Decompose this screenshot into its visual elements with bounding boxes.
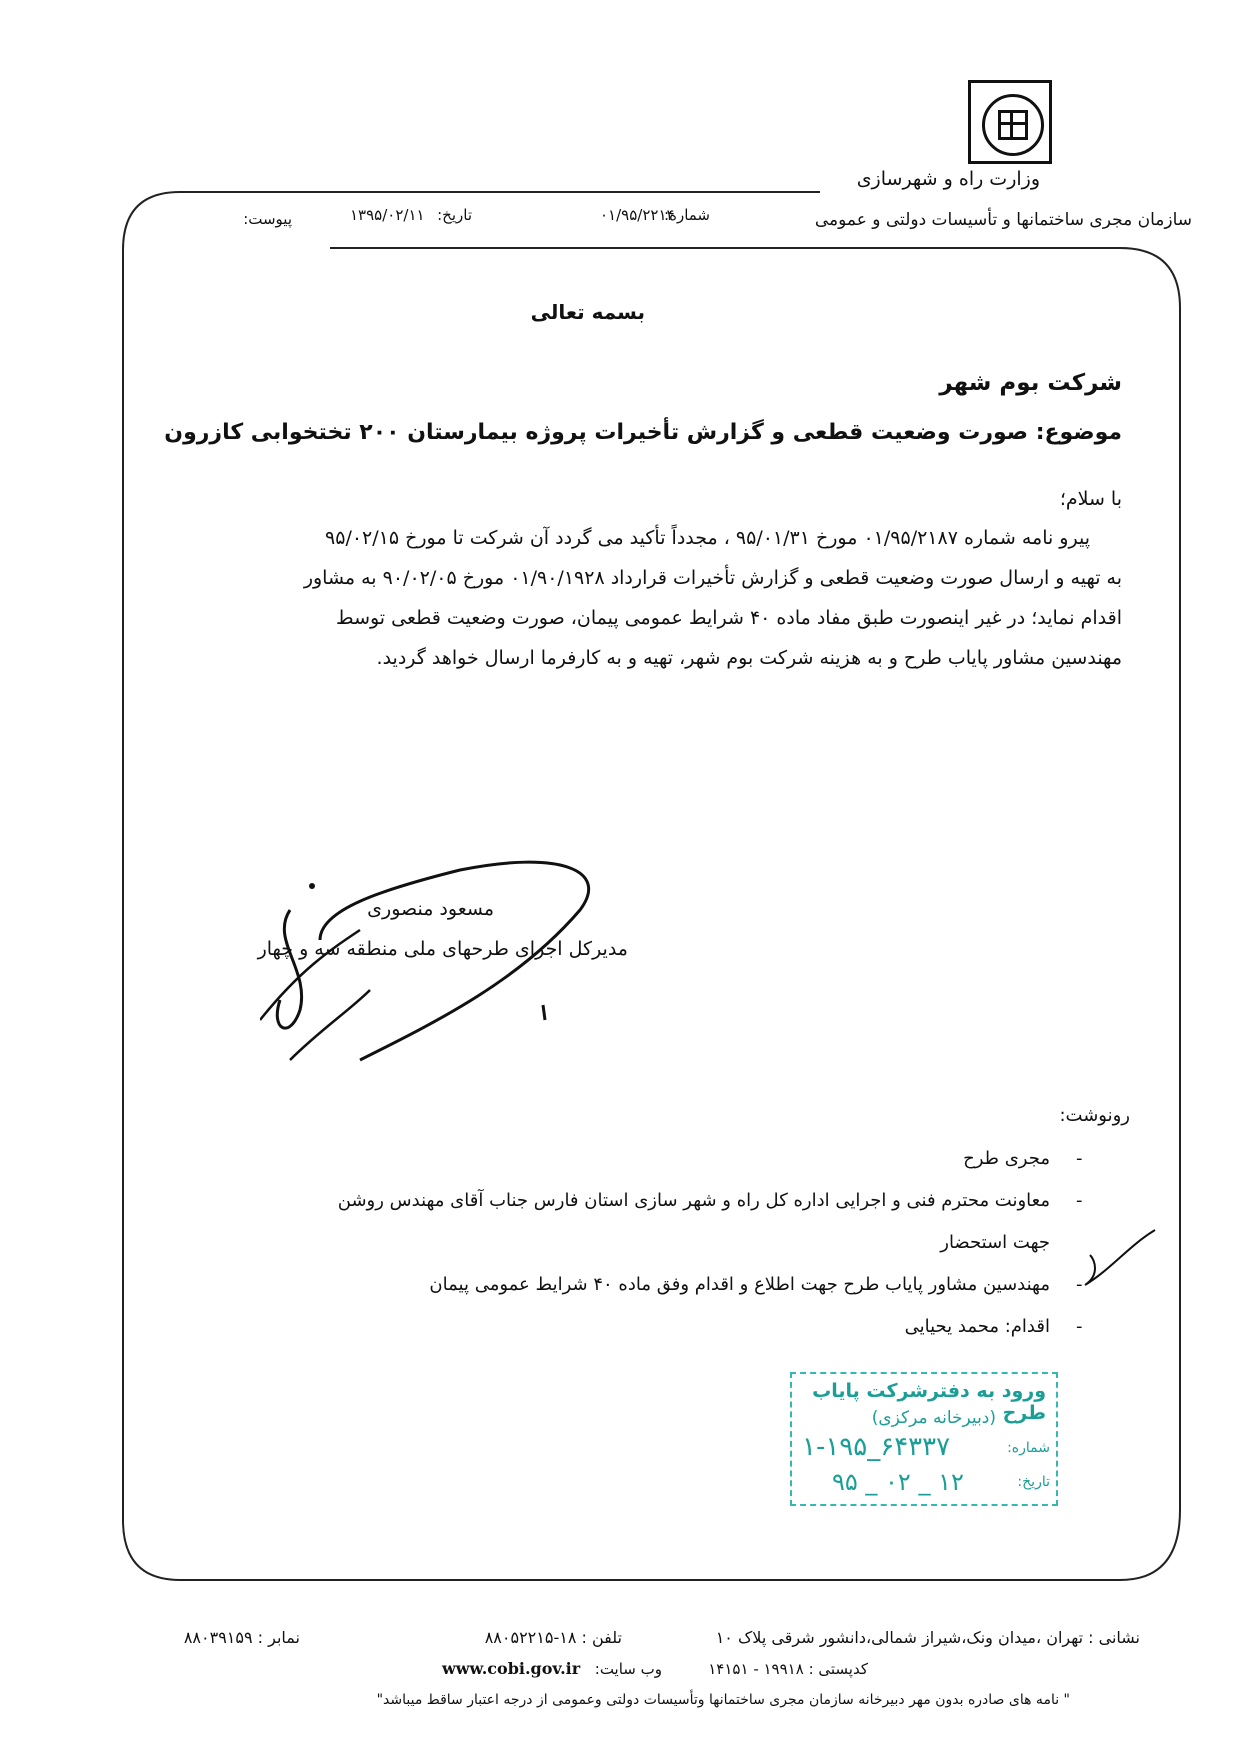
recipient: شرکت بوم شهر — [939, 370, 1122, 396]
footer-validity-notice: " نامه های صادره بدون مهر دبیرخانه سازمان مجری ساختمانها وتأسیسات دولتی وعمومی از درجه اعتبار ساقط میباشد" — [376, 1692, 1070, 1708]
cc-dash: - — [1076, 1148, 1083, 1169]
stamp-date-label: تاریخ: — [1017, 1474, 1050, 1490]
handwritten-check-mark — [1080, 1225, 1160, 1295]
signatory-name: مسعود منصوری — [367, 898, 494, 920]
body-line: مهندسین مشاور پایاب طرح و به هزینه شرکت بوم شهر، تهیه و به کارفرما ارسال خواهد گردید. — [376, 647, 1122, 669]
number-value: ۰۱/۹۵/۲۲۱۴ — [600, 206, 675, 224]
cc-item: اقدام: محمد یحیایی — [904, 1316, 1050, 1337]
bismillah: بسمه تعالی — [530, 300, 645, 324]
organization-name: سازمان مجری ساختمانها و تأسیسات دولتی و عمومی — [814, 210, 1192, 230]
stamp-date-value: ۹۵ _ ۰۲ _ ۱۲ — [832, 1468, 964, 1496]
cc-dash: - — [1076, 1316, 1083, 1337]
date-label: تاریخ: — [437, 206, 472, 224]
stamp-title: ورود به دفترشرکت پایاب طرح — [812, 1380, 1046, 1424]
signatory-title: مدیرکل اجرای طرحهای ملی منطقه سه و چهار — [257, 938, 628, 960]
footer-fax: نمابر : ۸۸۰۳۹۱۵۹ — [183, 1628, 300, 1647]
body-line: پیرو نامه شماره ۰۱/۹۵/۲۱۸۷ مورخ ۹۵/۰۱/۳۱ ، مجدداً تأکید می گردد آن شرکت تا مورخ ۹۵/۰۲/۱۵ — [325, 527, 1090, 549]
footer-postal-code: کدپستی : ۱۹۹۱۸ - ۱۴۱۵۱ — [708, 1660, 868, 1678]
attachment-label: پیوست: — [243, 210, 292, 228]
stamp-subtitle: (دبیرخانه مرکزی) — [871, 1408, 996, 1428]
subject: موضوع: صورت وضعیت قطعی و گزارش تأخیرات پروژه بیمارستان ۲۰۰ تختخوابی کازرون — [164, 420, 1122, 445]
stamp-number-label: شماره: — [1007, 1440, 1050, 1456]
received-stamp — [790, 1372, 1058, 1506]
date-value: ۱۳۹۵/۰۲/۱۱ — [350, 206, 425, 224]
cc-item: مهندسین مشاور پایاب طرح جهت اطلاع و اقدام وفق ماده ۴۰ شرایط عمومی پیمان — [429, 1274, 1050, 1295]
footer-phone: تلفن : ۱۸-۸۸۰۵۲۲۱۵ — [484, 1628, 622, 1647]
body-line: به تهیه و ارسال صورت وضعیت قطعی و گزارش تأخیرات قرارداد ۰۱/۹۰/۱۹۲۸ مورخ ۹۰/۰۲/۰۵ به مشاور — [303, 567, 1122, 589]
cc-item-continuation: جهت استحضار — [940, 1232, 1050, 1253]
number-label: شماره: — [664, 206, 710, 224]
cc-item: معاونت محترم فنی و اجرایی اداره کل راه و شهر سازی استان فارس جناب آقای مهندس روشن — [337, 1190, 1050, 1211]
logo-circle-icon — [982, 94, 1044, 156]
body-paragraph — [192, 518, 1122, 678]
cc-item: مجری طرح — [963, 1148, 1050, 1169]
organization-logo — [968, 80, 1052, 164]
footer-website[interactable]: www.cobi.gov.ir — [442, 1659, 581, 1678]
cc-dash: - — [1076, 1274, 1083, 1295]
footer-website-label: وب سایت: — [594, 1660, 662, 1678]
cc-dash: - — [1076, 1190, 1083, 1211]
ministry-name: وزارت راه و شهرسازی — [856, 168, 1040, 190]
greeting: با سلام؛ — [1059, 488, 1122, 510]
stamp-number-value: ۱-۱۹۵_۶۴۳۳۷ — [802, 1432, 951, 1462]
footer-address: نشانی : تهران ،میدان ونک،شیراز شمالی،دانشور شرقی پلاک ۱۰ — [715, 1628, 1140, 1647]
body-line: اقدام نماید؛ در غیر اینصورت طبق مفاد ماده ۴۰ شرایط عمومی پیمان، صورت وضعیت قطعی توسط — [336, 607, 1122, 629]
cc-heading: رونوشت: — [1059, 1105, 1130, 1126]
handwritten-signature — [257, 850, 640, 1070]
